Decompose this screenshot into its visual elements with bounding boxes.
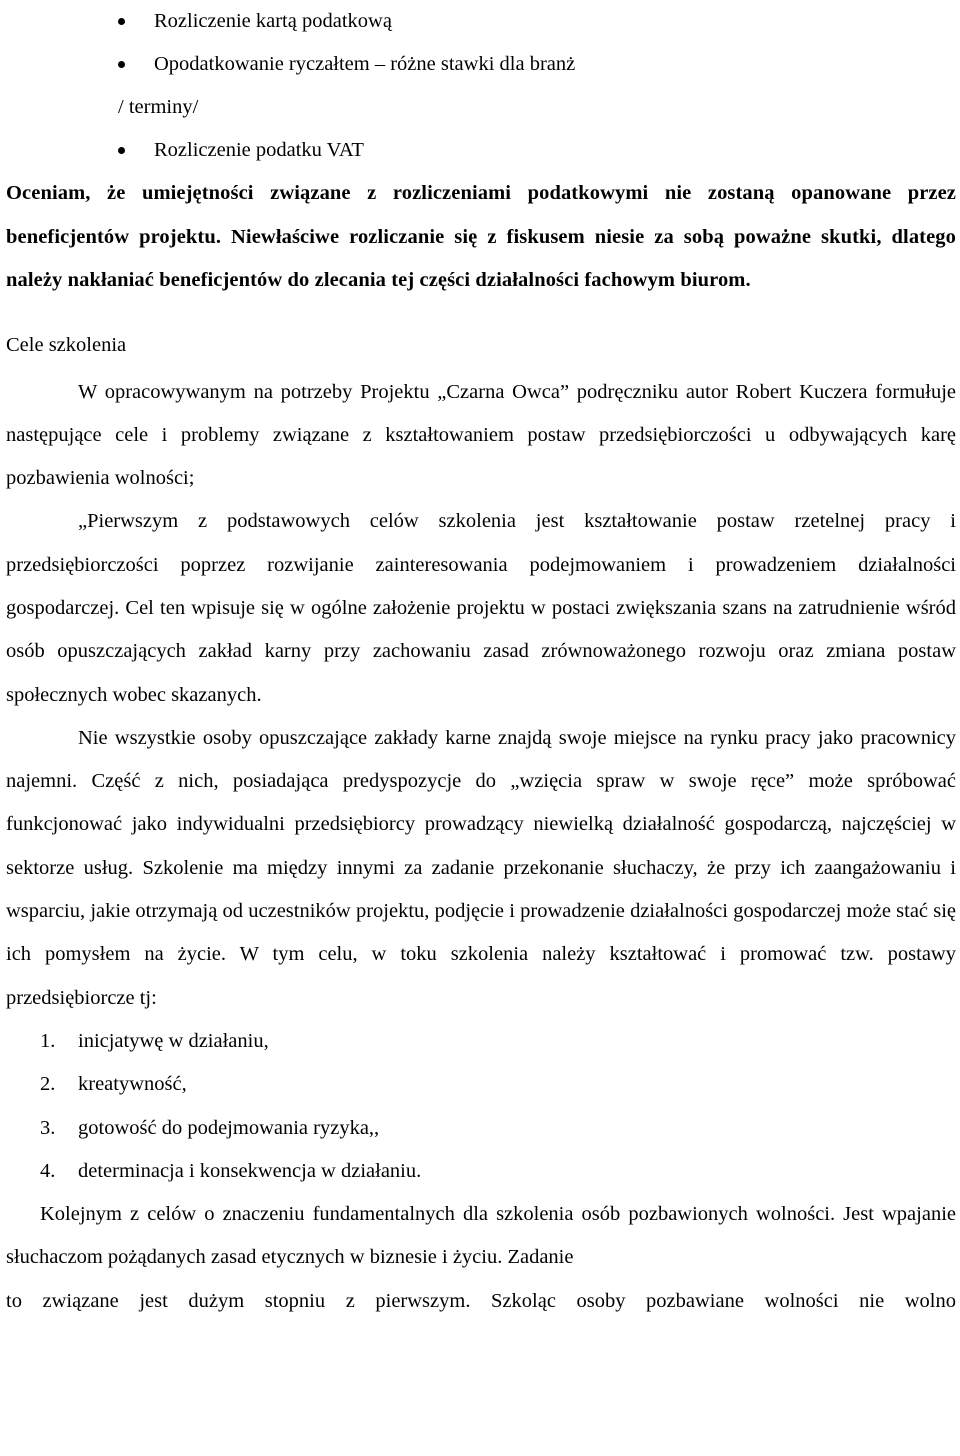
document-page bbox=[6, 0, 956, 1323]
section-heading: Cele szkolenia bbox=[6, 333, 127, 356]
list-number: 3. bbox=[40, 1116, 56, 1139]
bullet-icon bbox=[118, 18, 125, 25]
list-item-text: Rozliczenie kartą podatkową bbox=[154, 10, 392, 32]
list-item-text: Rozliczenie podatku VAT bbox=[154, 139, 364, 161]
quote-paragraph: „Pierwszym z podstawowych celów szkolenia jest kształtowanie postaw rzetelnej pracy i przedsiębiorczości poprzez rozwijanie zainteresowania podejmowaniem i prowadzeniem działalności gospodarczej. Cel ten wpisuje się w ogólne założenie projektu w postaci zwiększania szans na zatrudnienie wśród osób opuszczających zakład karny przy zachowaniu zasad zrównoważonego rozwoju oraz zmiana postaw społecznych wobec skazanych. bbox=[6, 510, 956, 706]
bullet-icon bbox=[118, 147, 125, 154]
paragraph: Nie wszystkie osoby opuszczające zakłady karne znajdą swoje miejsce na rynku pracy jako pracownicy najemni. Część z nich, posiadająca predyspozycje do „wzięcia spraw w swoje ręce” może spróbować funkcjonować jako indywidualni przedsiębiorcy prowadzący niewielką działalność gospodarczą, najczęściej w sektorze usług. Szkolenie ma między innymi za zadanie przekonanie słuchaczy, że przy ich zaangażowaniu i wsparciu, jakie otrzymają od uczestników projektu, podjęcie i prowadzenie działalności gospodarczej może stać się ich pomysłem na życie. W tym celu, w toku szkolenia należy kształtować i promować tzw. postawy przedsiębiorcze tj: bbox=[6, 726, 956, 1009]
list-number: 4. bbox=[40, 1159, 56, 1182]
list-item bbox=[6, 0, 956, 43]
list-item-text: determinacja i konsekwencja w działaniu. bbox=[78, 1159, 422, 1182]
list-item-text: kreatywność, bbox=[78, 1073, 187, 1096]
tax-topics-list bbox=[6, 0, 956, 172]
list-number: 1. bbox=[40, 1029, 56, 1052]
list-item bbox=[6, 129, 956, 172]
list-item bbox=[6, 1150, 956, 1193]
list-item bbox=[6, 43, 956, 86]
paragraph-final-line: to związane jest dużym stopniu z pierwszym. Szkoląc osoby pozbawiane wolności nie wolno bbox=[6, 1289, 956, 1312]
list-item bbox=[6, 1107, 956, 1150]
list-number: 2. bbox=[40, 1073, 56, 1096]
paragraph: Kolejnym z celów o znaczeniu fundamentalnych dla szkolenia osób pozbawionych wolności. Jest wpajanie słuchaczom pożądanych zasad etycznych w biznesie i życiu. Zadanie bbox=[6, 1203, 956, 1269]
list-item bbox=[6, 1020, 956, 1063]
list-item bbox=[6, 1063, 956, 1106]
entrepreneurial-attitudes-list bbox=[6, 1020, 956, 1193]
list-item-text: inicjatywę w działaniu, bbox=[78, 1029, 269, 1052]
assessment-paragraph: Oceniam, że umiejętności związane z rozliczeniami podatkowymi nie zostaną opanowane przez beneficjentów projektu. Niewłaściwe rozliczanie się z fiskusem niesie za sobą poważne skutki, dlatego należy nakłaniać beneficjentów do zlecania tej części działalności fachowym biurom. bbox=[6, 182, 956, 291]
paragraph: W opracowywanym na potrzeby Projektu „Czarna Owca” podręczniku autor Robert Kuczera formułuje następujące cele i problemy związane z kształtowaniem postaw przedsiębiorczości u odbywających karę pozbawienia wolności; bbox=[6, 380, 956, 490]
list-item-continuation: / terminy/ bbox=[118, 96, 199, 118]
list-item-text: Opodatkowanie ryczałtem – różne stawki dla branż bbox=[154, 53, 576, 75]
list-item-text: gotowość do podejmowania ryzyka,, bbox=[78, 1116, 380, 1139]
bullet-icon bbox=[118, 61, 125, 68]
